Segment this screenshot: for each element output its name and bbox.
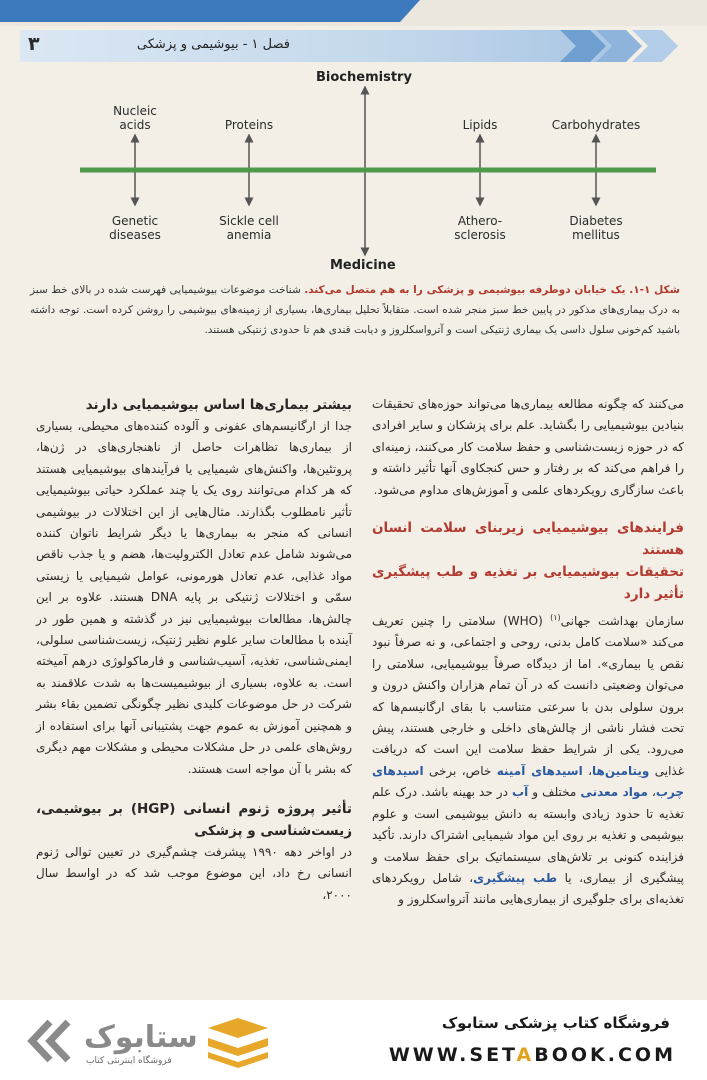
url-accent: A — [516, 1044, 535, 1066]
prevention-text: ، شامل رویکردهای تغذیه‌ای برای جلوگیری از بیماری‌هایی مانند آترواسکلروز و — [372, 870, 684, 907]
logo-subtitle: فروشگاه اینترنتی کتاب — [86, 1056, 172, 1066]
heading-disease-basis: بیشتر بیماری‌ها اساس بیوشیمیایی دارند — [85, 397, 352, 413]
right-body — [372, 607, 684, 911]
connector: خاص، برخی — [423, 763, 497, 778]
health-definition: (WHO) سلامتی را چنین تعریف می‌کند «سلامت کامل بدنی، روحی و اجتماعی، و نه صرفاً نبود نقص یا بیماری». اما از دیدگاه صرفاً بیوشیمیایی، سلامتی را می‌توان وضعیتی دانست که در آن تمام هزاران واکنش درون و برون سلولی بدن با سرعتی متناسب با بقای ارگانیسم‌ها که تحت فشار ناشی از چالش‌های داخلی و خارجی هستند، پیش می‌رود. یکی از شرایط حفظ سلامت این است که دریافت غذایی — [372, 614, 685, 778]
left-column — [36, 394, 352, 906]
heading-health-processes: فرایندهای بیوشیمیایی زیربنای سلامت انسان هستند — [372, 520, 684, 559]
term-minerals: مواد معدنی — [580, 785, 648, 800]
chevron-left-logo-icon — [24, 1018, 80, 1064]
figure-biochemistry-medicine — [60, 66, 670, 280]
term-vitamins: ویتامین‌ها — [592, 763, 650, 778]
label-biochemistry: Biochemistry — [316, 70, 412, 85]
label-medicine: Medicine — [330, 258, 396, 273]
label-nucleic-acids: Nucleic acids — [113, 104, 157, 132]
disease-basis-text: جدا از ارگانیسم‌های عفونی و آلوده کننده‌های محیطی، بسیاری از بیماری‌ها تظاهرات حاصل از ناهنجاری‌های در ژن‌ها، پروتئین‌ها، واکنش‌های شیمیایی یا فرآیندهای بیوشیمیایی هستند که هر کدام می‌توانند روی یک یا چند عملکرد حیاتی بیوشیمیایی تأثیر نامطلوب بگذارند. مثال‌هایی از این اختلالات در بیوشیمی انسانی که منجر به بیماری‌ها یا دیگر شرایط ناتوان کننده می‌شوند شامل عدم تعادل الکترولیت‌ها، هضم و یا جذب ناقص مواد غذایی، عدم تعادل هورمونی، عوامل شیمیایی یا زیستی سمّی و اختلالات ژنتیکی بر پایه DNA هستند. علاوه بر این چالش‌ها، مطالعات بیوشیمیایی نیز در گذشته و همین طور در آینده با مطالعات سایر علوم نظیر ژنتیک، زیست‌شناسی سلولی، ایمنی‌شناسی، تغذیه، آسیب‌شناسی و فارماکولوژی درهم آمیخته است. به علاوه، بسیاری از بیوشیمیست‌ها به شدت علاقمند به شرکت در حل موضوعات کلیدی نظیر چگونگی تضمین بقاء بشر و همچنین آموزش به عموم جهت پشتیبانی آنها برای استفاده از روش‌های علمی در حل مشکلات محیطی و مشکلات مهم دیگری که بشر با آن مواجه است هستند. — [36, 419, 352, 776]
url-part: BOOK.COM — [534, 1044, 676, 1066]
sep: ، — [647, 785, 656, 800]
heading-nutrition-research: تحقیقات بیوشیمیایی بر تغذیه و طب پیشگیری تأثیر دارد — [372, 564, 684, 603]
term-water: آب — [512, 785, 529, 800]
header-blue-band — [0, 0, 400, 22]
store-banner — [0, 1000, 707, 1080]
heading-hgp-impact: تأثیر پروژه ژنوم انسانی (HGP) بر بیوشیمی، زیست‌شناسی و پزشکی — [36, 800, 352, 839]
header-chevrons-icon — [560, 30, 707, 62]
store-name: فروشگاه کتاب پزشکی ستابوک — [441, 1014, 670, 1032]
page-number: ۳ — [28, 33, 40, 55]
nutrition-text: در حد بهینه باشد. درک علم تغذیه تا حدود زیادی وابسته به دانش بیوشیمی است و علوم بیوشیمی و تغذیه بر روی این مواد شیمیایی اشتراک دارند. تأکید فزاینده کنونی بر تلاش‌های سیستماتیک برای حفظ سلامت و پیشگیری از بیماری، یا — [372, 785, 684, 885]
url-part: WWW.SET — [388, 1044, 517, 1066]
label-sickle-cell-anemia: Sickle cell anemia — [219, 214, 279, 242]
caption-text: شناخت موضوعات بیوشیمیایی فهرست شده در بالای خط سبز به درک بیماری‌های مذکور در پایین خط سبز منجر شده است. متقابلاً تحلیل بیماری‌ها، بسیاری از زمینه‌های بیوشیمی را روشن کرده است. توجه داشته باشید کم‌خونی سلول داسی یک بیماری ژنتیکی است و آترواسکلروز و دیابت قندی هم تا حدودی ژنتیکی هستند. — [30, 284, 680, 336]
right-column — [372, 394, 684, 911]
book-stack-logo-icon — [204, 1014, 272, 1068]
label-proteins: Proteins — [224, 118, 274, 132]
term-fatty-acids: اسیدهای چرب — [372, 763, 684, 800]
hgp-text: در اواخر دهه ۱۹۹۰ پیشرفت چشم‌گیری در تعیین توالی ژنوم انسانی رخ داد، این موضوع موجب شد که در اواسط سال ۲۰۰۰، — [36, 844, 352, 902]
label-lipids: Lipids — [462, 118, 498, 132]
term-amino-acids: اسیدهای آمینه — [496, 763, 583, 778]
label-genetic-diseases: Genetic diseases — [109, 214, 161, 242]
label-diabetes-mellitus: Diabetes mellitus — [569, 214, 623, 242]
caption-lead: شکل ۱-۱. یک خیابان دوطرفه بیوشیمی و پزشکی را به هم متصل می‌کند. — [304, 284, 680, 296]
logo-word: ستابوک — [84, 1020, 198, 1055]
figure-diagram — [60, 66, 670, 280]
term-preventive-medicine: طب پیشگیری — [473, 870, 558, 885]
label-carbohydrates: Carbohydrates — [551, 118, 641, 132]
sep: ، — [582, 763, 592, 778]
who-text: سازمان بهداشت جهانی — [560, 614, 685, 629]
figure-caption — [30, 280, 680, 340]
footnote-marker: (۱) — [550, 613, 561, 623]
store-url[interactable] — [346, 1044, 676, 1066]
chapter-title: فصل ۱ - بیوشیمی و پزشکی — [136, 37, 290, 52]
store-logo — [24, 1014, 274, 1068]
label-atherosclerosis: Athero- sclerosis — [454, 214, 506, 242]
connector: مختلف و — [528, 785, 581, 800]
right-intro: می‌کنند که چگونه مطالعه بیماری‌ها می‌تواند حوزه‌های تحقیقات بنیادین بیوشیمیایی را بگشاید. علم برای پزشکان و سایر افرادی که در حوزه زیست‌شناسی و حفظ سلامت کار می‌کنند، زمینه‌ای را فراهم می‌کند که بر رفتار و حس کنجکاوی آنها تأثیر داشته و باعث سازگاری رویکردهای علمی و آموزش‌های مداوم می‌شود. — [372, 397, 684, 497]
